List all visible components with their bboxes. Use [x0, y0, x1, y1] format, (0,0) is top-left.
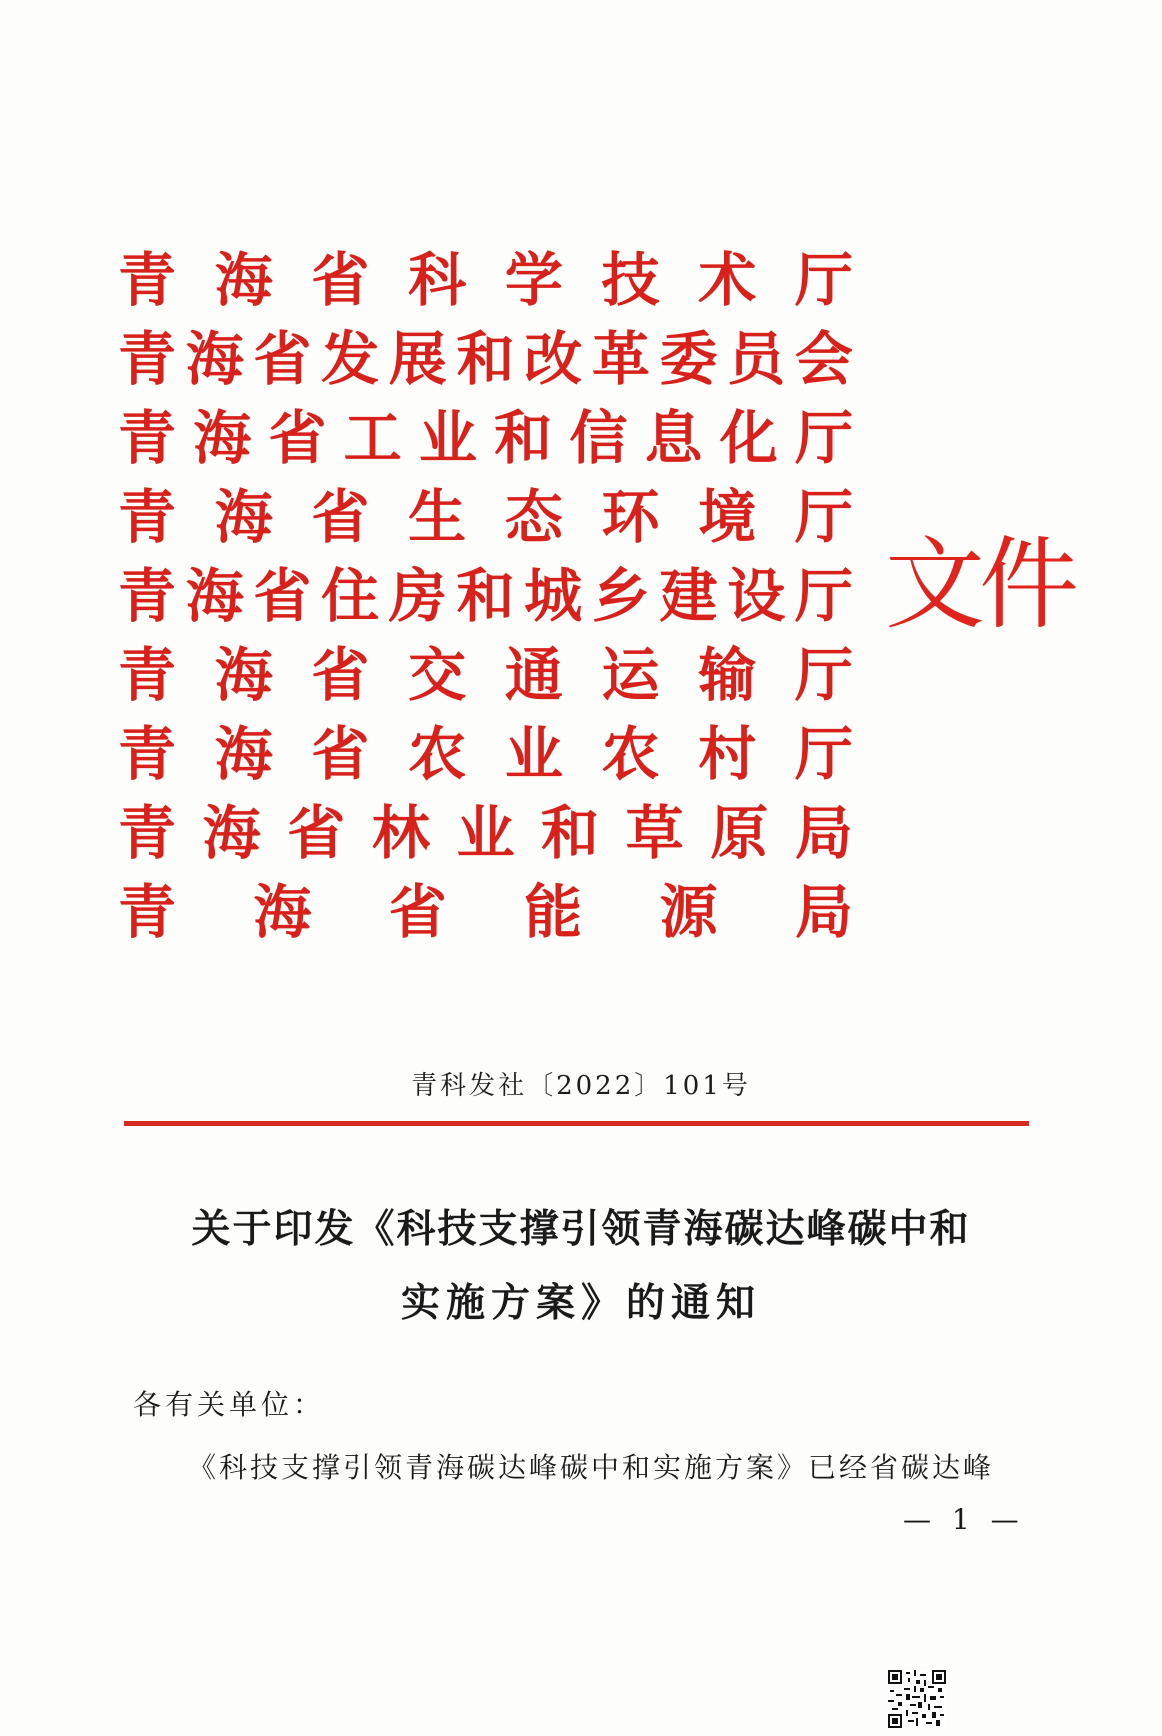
document-number: 青科发社〔2022〕101号: [411, 1071, 751, 1101]
page-number: — 1 —: [903, 1503, 1025, 1536]
issuer-line: 青 海 省 农 业 农 村 厅: [118, 719, 853, 788]
issuer-line: 青 海 省 科 学 技 术 厅: [118, 245, 853, 314]
red-divider-line: [124, 1121, 1029, 1126]
issuing-organizations: [118, 240, 853, 951]
body-paragraph: 《科技支撑引领青海碳达峰碳中和实施方案》已经省碳达峰: [188, 1451, 995, 1484]
document-title-line-1: 关于印发《科技支撑引领青海碳达峰碳中和: [191, 1207, 971, 1252]
document-type-label: 文件: [885, 526, 1073, 643]
addressee: 各有关单位：: [133, 1388, 326, 1421]
issuer-line: 青 海 省 生 态 环 境 厅: [118, 482, 853, 551]
issuer-line: 青 海 省 能 源 局: [118, 877, 853, 946]
issuer-line: 青 海 省 林 业 和 草 原 局: [118, 798, 853, 867]
document-title-line-2: 实施方案》的通知: [400, 1281, 761, 1326]
issuer-line: 青 海 省 交 通 运 输 厅: [118, 640, 853, 709]
issuer-line: 青 海 省 住 房 和 城 乡 建 设 厅: [118, 561, 853, 630]
qr-code-icon: [888, 1670, 946, 1728]
issuer-line: 青 海 省 工 业 和 信 息 化 厅: [118, 403, 853, 472]
issuer-line: 青 海 省 发 展 和 改 革 委 员 会: [118, 324, 853, 393]
